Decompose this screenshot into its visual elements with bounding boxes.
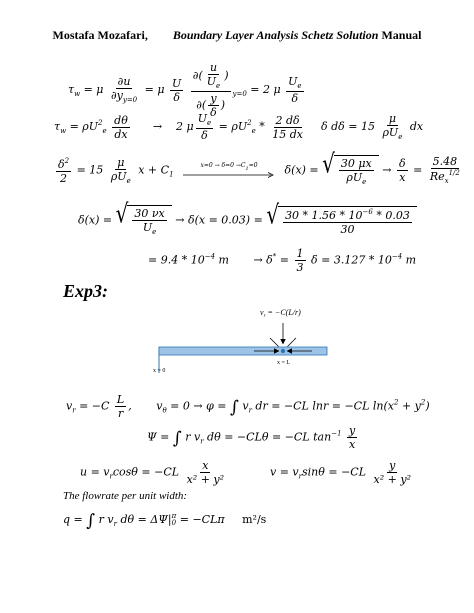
author-name: Mostafa Mozafari, xyxy=(52,28,148,42)
eq-flowrate: q = ∫ r $v_r$ dθ = ΔΨ| π 0 = −CLπ m²/s xyxy=(63,511,267,531)
eq-delta-result: = $9.4 * 10^{-4}$ m → δ* = $\frac{1}{3}$ $\delta = 3.127 * 10^{-4}$ m xyxy=(148,247,417,274)
eq-delta-numeric: δ(x) = √ $\frac{30 \nu x}{U_e}$ → δ(x = 0.03) = √ $\frac{30 * 1.56 * 10^{-6} * 0.03}{30}$ xyxy=(78,205,417,236)
eq-stream-function: Ψ = ∫ r $v_r$ dθ = −CLθ = −CL $\tan^{-1}$ $\frac{y}{x}$ xyxy=(147,424,356,451)
eq-v-velocity: $v = v_r\sin\theta = -CL$ $\frac{y}{\text{x² + y²}}$ xyxy=(270,459,411,486)
line-sink-point xyxy=(281,349,285,353)
eq-tau-w-1: $\tau_w = \mu$ $\frac{\partial u}{\partial y_{y=0}}$ = μ $\frac{U}{\delta}$ ∂( $\frac{u}{U_e}$ ) ∂( $\frac{y}{\delta}$ ) $_{y=0}$ = 2 μ $\frac{U_e}{\delta}$ xyxy=(68,61,302,119)
arrow-diag-right xyxy=(288,338,297,347)
xL-label: x = L xyxy=(277,360,291,366)
eq-u-velocity: $u = v_r\cos\theta = -CL$ $\frac{x}{\text{x² + y²}}$ xyxy=(80,459,225,486)
eq-velocity-potential: $v_r = -C$ $\frac{L}{r}$ , $v_\theta = 0 \to \varphi$ = ∫ $v_r$ dr = −CL lnr = −CL $\ln(x^2 + y^2)$ xyxy=(66,393,430,420)
arrow-diag-left xyxy=(270,338,279,347)
x0-label: x = 0 xyxy=(153,368,166,374)
vr-label: $v_r = -C(L/r)$ xyxy=(260,308,301,319)
title-plain: Manual xyxy=(378,28,422,42)
section-title: Exp3: xyxy=(63,281,108,301)
page-header xyxy=(0,28,474,43)
long-arrow xyxy=(183,172,275,178)
eq-tau-w-2: $\tau_w = \rho U^2_e$ $\frac{d\theta}{dx}$ → 2 μ $\frac{U_e}{\delta}$ = $\rho U^2_e$ * $\frac{2 d\delta}{15 dx}$ δ dδ = 15 $\frac{\mu}{\rho U_e}$ dx xyxy=(54,112,424,142)
title-italic-1: Boundary Layer Analysis xyxy=(172,28,302,42)
flowrate-caption: The flowrate per unit width: xyxy=(63,490,188,502)
title-italic-2: Schetz Solution xyxy=(301,28,379,42)
flat-plate-figure xyxy=(150,303,340,378)
eq-delta-integrated: $\frac{\delta^2}{2}$ = 15 $\frac{\mu}{\rho U_e}$ $x + C_1$ $x=0 \to \delta=0 \to C_1=0$ δ(x) = √ $\frac{30 \mu x}{\rho U_e}$ → $\frac{\delta}{x}$ = $\frac{5.48}{Re_x^{1/2}}$ xyxy=(58,147,460,186)
